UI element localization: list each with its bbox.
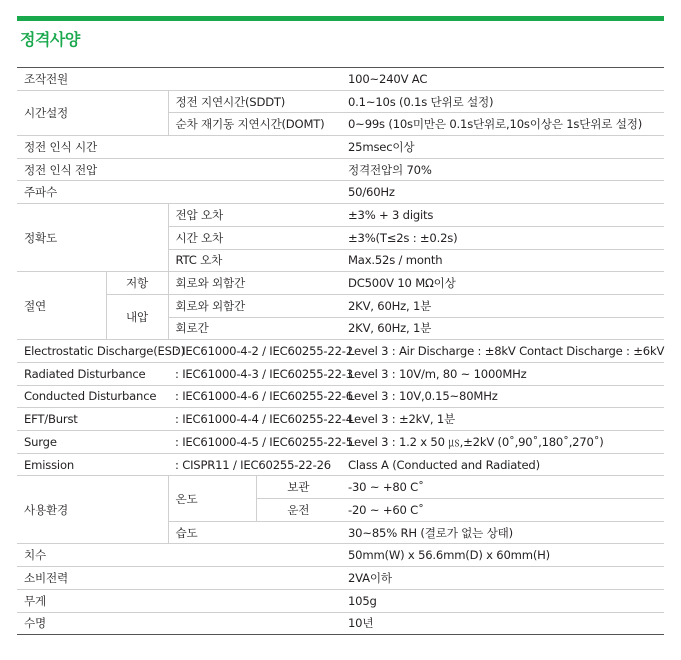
row-sublabel: 보관 — [256, 476, 340, 499]
spec-table — [17, 67, 664, 635]
row-label: 수명 — [17, 612, 340, 635]
row-label: Emission — [17, 453, 168, 476]
table-row — [17, 136, 664, 159]
row-sublabel: 전압 오차 — [168, 204, 340, 227]
row-value: 30~85% RH (결로가 없는 상태) — [340, 521, 664, 544]
row-sublabel: 내압 — [106, 294, 168, 339]
row-label: 절연 — [17, 272, 106, 340]
table-row — [17, 544, 664, 567]
row-value: 2KV, 60Hz, 1분 — [340, 317, 664, 340]
row-label: 시간설정 — [17, 90, 168, 135]
row-standard: : IEC61000-4-3 / IEC60255-22-3 — [168, 362, 340, 385]
row-label: Electrostatic Discharge(ESD) — [17, 340, 168, 363]
row-label: Conducted Disturbance — [17, 385, 168, 408]
row-value: 105g — [340, 589, 664, 612]
row-value: 50/60Hz — [340, 181, 664, 204]
row-value: 0~99s (10s미만은 0.1s단위로,10s이상은 1s단위로 설정) — [340, 113, 664, 136]
table-row — [17, 294, 664, 317]
row-sublabel: 저항 — [106, 272, 168, 295]
row-label: 소비전력 — [17, 567, 340, 590]
row-standard: : IEC61000-4-4 / IEC60255-22-4 — [168, 408, 340, 431]
table-row — [17, 204, 664, 227]
page-title: 정격사양 — [20, 30, 80, 49]
row-sublabel: 정전 지연시간(SDDT) — [168, 90, 340, 113]
table-row — [17, 476, 664, 499]
table-row — [17, 385, 664, 408]
row-value: Max.52s / month — [340, 249, 664, 272]
row-standard: : IEC61000-4-2 / IEC60255-22-2 — [168, 340, 340, 363]
table-row — [17, 612, 664, 635]
row-value: Level 3 : 1.2 x 50 ㎲,±2kV (0˚,90˚,180˚,270˚) — [340, 431, 664, 454]
table-row — [17, 181, 664, 204]
row-sublabel: 회로와 외함간 — [168, 272, 340, 295]
row-value: Level 3 : ±2kV, 1분 — [340, 408, 664, 431]
row-value: Level 3 : Air Discharge : ±8kV Contact Discharge : ±6kV — [340, 340, 664, 363]
row-sublabel: 회로와 외함간 — [168, 294, 340, 317]
row-standard: : IEC61000-4-6 / IEC60255-22-6 — [168, 385, 340, 408]
row-sublabel: RTC 오차 — [168, 249, 340, 272]
table-row — [17, 567, 664, 590]
row-value: DC500V 10 MΩ이상 — [340, 272, 664, 295]
row-sublabel: 회로간 — [168, 317, 340, 340]
row-label: Surge — [17, 431, 168, 454]
row-value: 2VA이하 — [340, 567, 664, 590]
row-value: 25msec이상 — [340, 136, 664, 159]
row-standard: : CISPR11 / IEC60255-22-26 — [168, 453, 340, 476]
row-value: -30 ~ +80 C˚ — [340, 476, 664, 499]
row-value: 2KV, 60Hz, 1분 — [340, 294, 664, 317]
row-label: 주파수 — [17, 181, 340, 204]
row-value: Class A (Conducted and Radiated) — [340, 453, 664, 476]
row-value: ±3%(T≤2s : ±0.2s) — [340, 226, 664, 249]
row-value: 10년 — [340, 612, 664, 635]
row-value: ±3% + 3 digits — [340, 204, 664, 227]
table-row — [17, 362, 664, 385]
table-row — [17, 68, 664, 91]
row-sublabel: 습도 — [168, 521, 340, 544]
table-row — [17, 340, 664, 363]
row-label: 치수 — [17, 544, 340, 567]
table-row — [17, 589, 664, 612]
row-sublabel: 운전 — [256, 499, 340, 522]
table-row — [17, 408, 664, 431]
row-label: 무게 — [17, 589, 340, 612]
row-value: 정격전압의 70% — [340, 158, 664, 181]
row-value: 0.1~10s (0.1s 단위로 설정) — [340, 90, 664, 113]
row-label: EFT/Burst — [17, 408, 168, 431]
table-row — [17, 90, 664, 113]
table-row — [17, 158, 664, 181]
row-standard: : IEC61000-4-5 / IEC60255-22-5 — [168, 431, 340, 454]
row-value: 100~240V AC — [340, 68, 664, 91]
row-value: -20 ~ +60 C˚ — [340, 499, 664, 522]
row-value: Level 3 : 10V,0.15~80MHz — [340, 385, 664, 408]
row-sublabel: 순차 재기동 지연시간(DOMT) — [168, 113, 340, 136]
row-label: 정전 인식 전압 — [17, 158, 340, 181]
title-bar — [17, 16, 664, 21]
row-value: Level 3 : 10V/m, 80 ~ 1000MHz — [340, 362, 664, 385]
row-label: 정전 인식 시간 — [17, 136, 340, 159]
table-row — [17, 431, 664, 454]
table-row — [17, 272, 664, 295]
row-value: 50mm(W) x 56.6mm(D) x 60mm(H) — [340, 544, 664, 567]
row-sublabel: 시간 오차 — [168, 226, 340, 249]
row-label: 정확도 — [17, 204, 168, 272]
row-label: 조작전원 — [17, 68, 340, 91]
table-row — [17, 453, 664, 476]
row-label: 사용환경 — [17, 476, 168, 544]
row-label: Radiated Disturbance — [17, 362, 168, 385]
row-sublabel: 온도 — [168, 476, 256, 521]
